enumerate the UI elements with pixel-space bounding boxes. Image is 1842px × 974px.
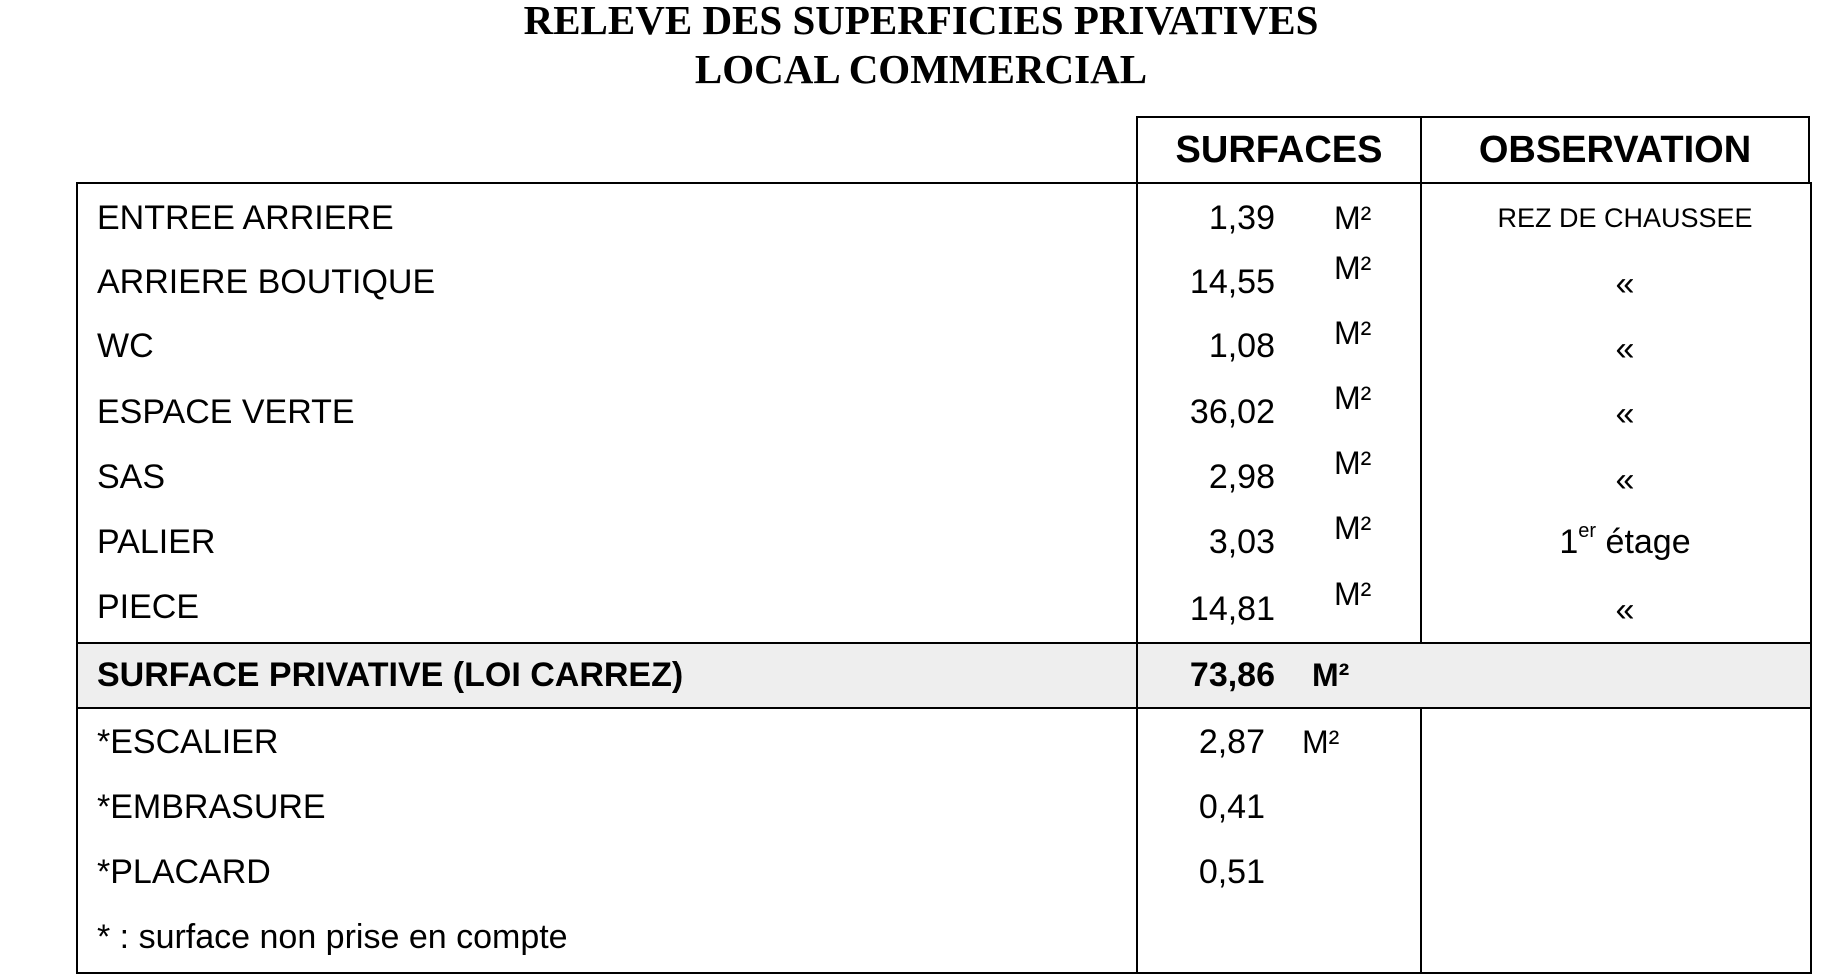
- row-value: 14,81: [1189, 590, 1275, 628]
- observation-superscript: er: [1578, 519, 1597, 542]
- row-label: ESPACE VERTE: [97, 393, 355, 431]
- row-label: PIECE: [97, 588, 200, 626]
- row-unit: M²: [1334, 576, 1372, 612]
- row-unit: M²: [1334, 510, 1372, 546]
- row-observation: «: [1615, 591, 1635, 629]
- page-title-line1: RELEVE DES SUPERFICIES PRIVATIVES: [523, 0, 1319, 43]
- row-label: ENTREE ARRIERE: [97, 199, 394, 237]
- observation-base: 1: [1559, 523, 1579, 561]
- row-unit: M²: [1334, 445, 1372, 481]
- row-observation: «: [1615, 461, 1635, 499]
- row-value: 1,08: [1208, 327, 1275, 365]
- excluded-value: 2,87: [1198, 723, 1265, 761]
- col-divider-3: [1420, 708, 1422, 974]
- total-row-top-border: [76, 642, 1812, 644]
- row-unit: M²: [1334, 380, 1372, 416]
- row-label: WC: [97, 327, 154, 365]
- row-observation: «: [1615, 395, 1635, 433]
- row-observation: «: [1615, 265, 1635, 303]
- row-value: 3,03: [1208, 523, 1275, 561]
- row-label: PALIER: [97, 523, 216, 561]
- observation-rest: étage: [1596, 523, 1691, 561]
- header-surfaces: SURFACES: [1136, 116, 1422, 184]
- excluded-value: 0,51: [1198, 853, 1265, 891]
- row-value: 14,55: [1189, 263, 1275, 301]
- row-value: 1,39: [1208, 199, 1275, 237]
- row-value: 2,98: [1208, 458, 1275, 496]
- row-unit: M²: [1334, 250, 1372, 286]
- row-observation: REZ DE CHAUSSEE: [1497, 203, 1753, 233]
- total-row-bottom-border: [76, 707, 1812, 709]
- row-observation: [1432, 519, 1818, 562]
- row-unit: M²: [1334, 315, 1372, 351]
- col-divider-1: [1136, 182, 1138, 974]
- excluded-label: *PLACARD: [97, 853, 271, 891]
- header-observation: OBSERVATION: [1420, 116, 1810, 184]
- col-divider-2: [1420, 182, 1422, 644]
- excluded-label: *ESCALIER: [97, 723, 279, 761]
- row-value: 36,02: [1189, 393, 1275, 431]
- page-title-line2: LOCAL COMMERCIAL: [694, 46, 1148, 92]
- total-value: 73,86: [1189, 656, 1275, 694]
- row-unit: M²: [1334, 200, 1372, 236]
- total-unit: M²: [1312, 657, 1350, 693]
- total-label: SURFACE PRIVATIVE (LOI CARREZ): [97, 656, 684, 694]
- row-label: ARRIERE BOUTIQUE: [97, 263, 436, 301]
- excluded-label: *EMBRASURE: [97, 788, 326, 826]
- excluded-value: 0,41: [1198, 788, 1265, 826]
- row-observation: «: [1615, 330, 1635, 368]
- row-label: SAS: [97, 458, 166, 496]
- footnote: * : surface non prise en compte: [97, 918, 568, 956]
- excluded-unit: M²: [1302, 724, 1340, 760]
